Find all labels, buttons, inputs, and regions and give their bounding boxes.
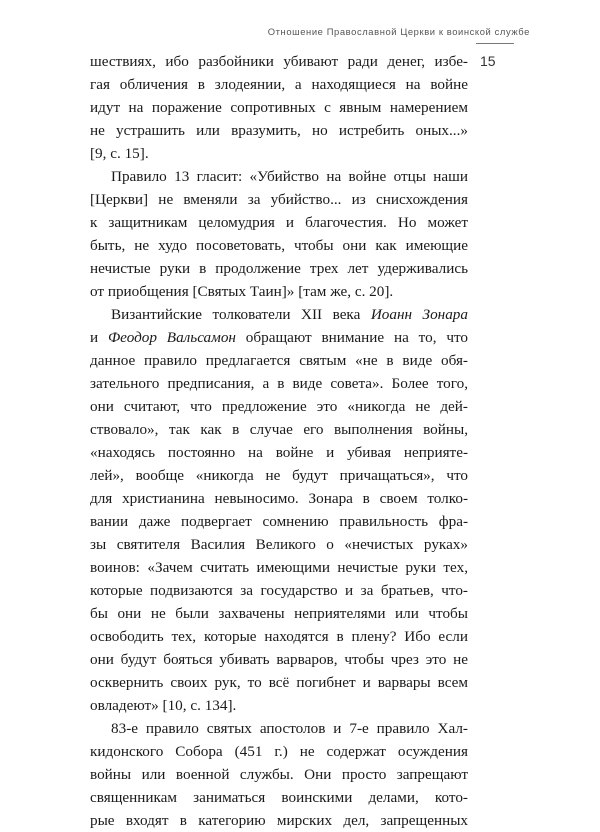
author-name: Иоанн Зонара (370, 306, 468, 323)
text-line: [Церкви] не вменяли за убийство... из снисхождения (90, 191, 468, 208)
text-line: они будут бояться убивать варваров, чтобы чрез это не (90, 651, 468, 668)
text-line: данное правило предлагается святым «не в виде обя- (90, 352, 468, 369)
paragraph-2 (90, 165, 468, 303)
text-line: Правило 13 гласит: «Убийство на войне отцы наши (111, 168, 468, 185)
paragraph-3 (90, 303, 468, 717)
text-line: зательного предписания, а в виде совета». Более того, (90, 375, 468, 392)
paragraph-4 (90, 717, 468, 832)
text-run: и (90, 329, 108, 346)
text-line: они считают, что предложение это «никогда не дей- (90, 398, 468, 415)
page-number: 15 (480, 53, 496, 69)
text-line: не устрашить или вразумить, но истребить оных...» (90, 122, 468, 139)
text-line: воинов: «Зачем считать имеющими нечистые руки тех, (90, 559, 468, 576)
text-line: осквернить своих рук, то всё погибнет и варвары всем (90, 674, 468, 691)
text-line: 83-е правило святых апостолов и 7-е правило Хал- (111, 720, 468, 737)
running-head: Отношение Православной Церкви к воинской службе (267, 26, 530, 37)
text-line: овладеют» [10, с. 134]. (90, 697, 237, 714)
text-line: вании даже подвергает сомнению правильность фра- (90, 513, 468, 530)
text-line: войны или военной службы. Они просто запрещают (90, 766, 468, 783)
text-run: Византийские толкователи XII века (111, 306, 371, 323)
paragraph-1 (90, 50, 468, 165)
text-line: бы они не были захвачены неприятелями или чтобы (90, 605, 468, 622)
text-line: рые входят в категорию мирских дел, запрещенных (90, 812, 468, 829)
text-line: священникам заниматься воинскими делами, кото- (90, 789, 468, 806)
text-line (90, 303, 468, 326)
text-line: быть, не худо посоветовать, чтобы они как имеющие (90, 237, 468, 254)
text-line: идут на поражение сопротивных с явным намерением (90, 99, 468, 116)
text-line: кидонского Собора (451 г.) не содержат осуждения (90, 743, 468, 760)
text-line: зы святителя Василия Великого о «нечистых руках» (90, 536, 468, 553)
text-line: [9, с. 15]. (90, 145, 149, 162)
text-line: освободить тех, которые находятся в плену? Ибо если (90, 628, 468, 645)
text-line: ствовало», так как в случае его выполнения войны, (90, 421, 468, 438)
header-rule (476, 43, 514, 44)
text-line: для христианина невыносимо. Зонара в своем толко- (90, 490, 468, 507)
author-name: Феодор Вальсамон (107, 329, 236, 346)
text-line: нечистые руки в продолжение трех лет удерживались (90, 260, 468, 277)
text-line: лей», вообще «никогда не будут причащаться», что (90, 467, 468, 484)
text-line: шествиях, ибо разбойники убивают ради денег, избе- (90, 53, 468, 70)
text-line: гая обличения в злодеянии, а находящиеся на войне (90, 76, 468, 93)
text-run: обращают внимание на то, что (235, 329, 468, 346)
text-line: от приобщения [Святых Таин]» [там же, с. 20]. (90, 283, 394, 300)
text-line: которые подвизаются за государство и за братьев, что- (90, 582, 468, 599)
text-line: к защитникам целомудрия и благочестия. Но может (90, 214, 468, 231)
text-line: «находясь постоянно на войне и убивая неприяте- (90, 444, 468, 461)
body-text (90, 50, 468, 832)
text-line (90, 326, 468, 349)
